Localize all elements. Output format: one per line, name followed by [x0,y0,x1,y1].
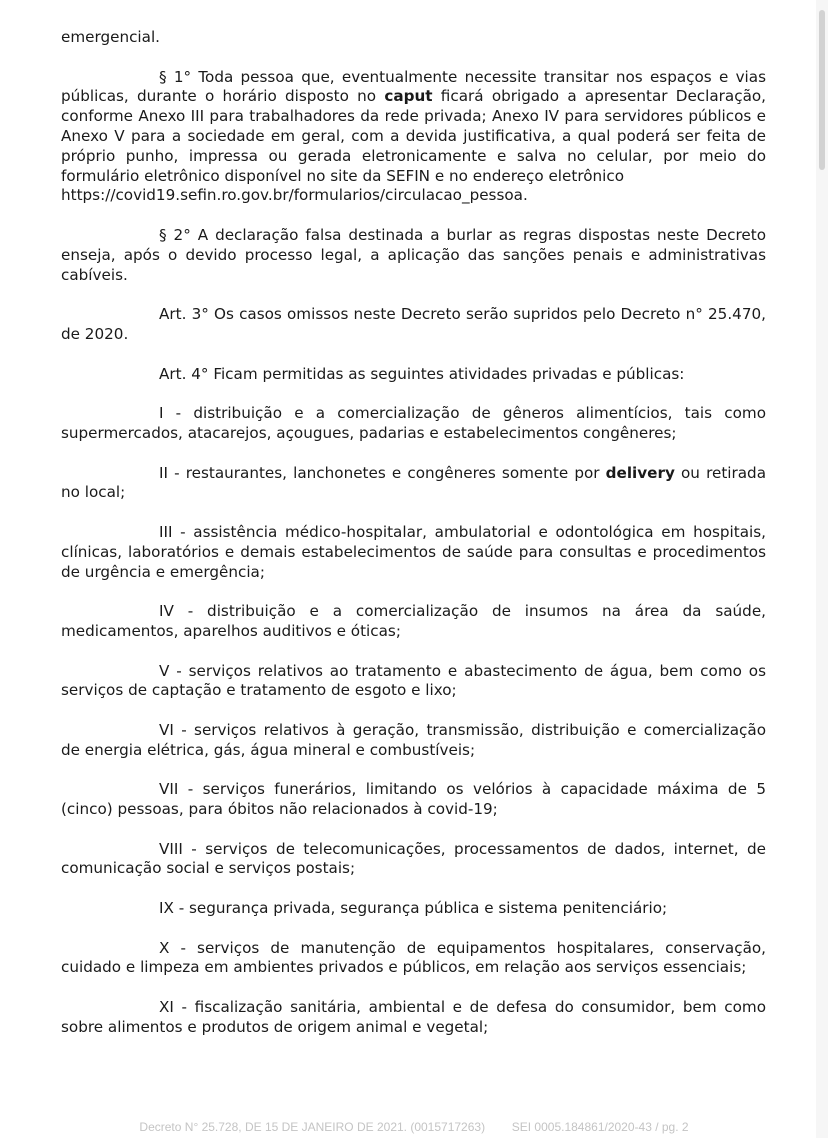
paragraph-1 [61,68,766,207]
item-IX: IX - segurança privada, segurança pública e sistema penitenciário; [159,899,668,918]
paragraph-continuation: emergencial. [61,28,160,46]
item-II-text-c: ou retirada no local; [61,463,766,502]
item-VIII: VIII - serviços de telecomunicações, processamentos de dados, internet, de comunicação social e serviços postais; [61,839,766,878]
caput-term: caput [384,87,433,106]
item-II [61,464,766,504]
footer-spacer [485,1120,512,1134]
delivery-term: delivery [605,463,675,482]
item-X: X - serviços de manutenção de equipamentos hospitalares, conservação, cuidado e limpeza em ambientes privados e públicos, em relação aos serviços essenciais; [61,938,766,977]
item-VII: VII - serviços funerários, limitando os velórios à capacidade máxima de 5 (cinco) pessoas, para óbitos não relacionados à covid-19; [61,780,766,819]
article-3: Art. 3° Os casos omissos neste Decreto serão supridos pelo Decreto n° 25.470, de 2020. [61,305,766,343]
viewer-edge [816,0,828,1138]
item-II-text-a: II - restaurantes, lanchonetes e congêneres somente por [159,463,606,482]
page-footer [0,1120,828,1134]
footer-sei-page: SEI 0005.184861/2020-43 / pg. 2 [511,1120,689,1134]
item-I: I - distribuição e a comercialização de gêneros alimentícios, tais como supermercados, atacarejos, açougues, padarias e estabelecimentos congêneres; [61,404,766,442]
paragraph-1-text-a: § 1° Toda pessoa que, eventualmente necessite transitar nos espaços e vias públicas, durante o horário disposto no [61,67,766,106]
paragraph-2: § 2° A declaração falsa destinada a burlar as regras dispostas neste Decreto enseja, após o devido processo legal, a aplicação das sanções penais e administrativas cabíveis. [61,225,766,284]
item-V: V - serviços relativos ao tratamento e abastecimento de água, bem como os serviços de captação e tratamento de esgoto e lixo; [61,661,766,700]
footer-decree: Decreto N° 25.728, DE 15 DE JANEIRO DE 2021. (0015717263) [139,1120,486,1134]
item-VI: VI - serviços relativos à geração, transmissão, distribuição e comercialização de energia elétrica, gás, água mineral e combustíveis; [61,720,766,759]
form-url[interactable]: https://covid19.sefin.ro.gov.br/formularios/circulacao_pessoa. [61,186,528,205]
article-4: Art. 4° Ficam permitidas as seguintes atividades privadas e públicas: [159,364,685,383]
item-XI: XI - fiscalização sanitária, ambiental e de defesa do consumidor, bem como sobre alimentos e produtos de origem animal e vegetal; [61,998,766,1036]
vertical-scrollbar[interactable] [819,10,825,170]
paragraph-1-text-c: ficará obrigado a apresentar Declaração, conforme Anexo III para trabalhadores da rede privada; Anexo IV para servidores públicos e Anexo V para a sociedade em geral, com a devida justificativa, a qual poderá ser feita de próprio punho, impressa ou gerada eletronicamente e salva no celular, por meio do formulário eletrônico disponível no site da SEFIN e no endereço eletrônico [61,87,767,185]
item-IV: IV - distribuição e a comercialização de insumos na área da saúde, medicamentos, aparelhos auditivos e óticas; [61,602,766,640]
document-page [61,28,766,1057]
item-III: III - assistência médico-hospitalar, ambulatorial e odontológica em hospitais, clínicas, laboratórios e demais estabelecimentos de saúde para consultas e procedimentos de urgência e emergência; [61,522,766,581]
